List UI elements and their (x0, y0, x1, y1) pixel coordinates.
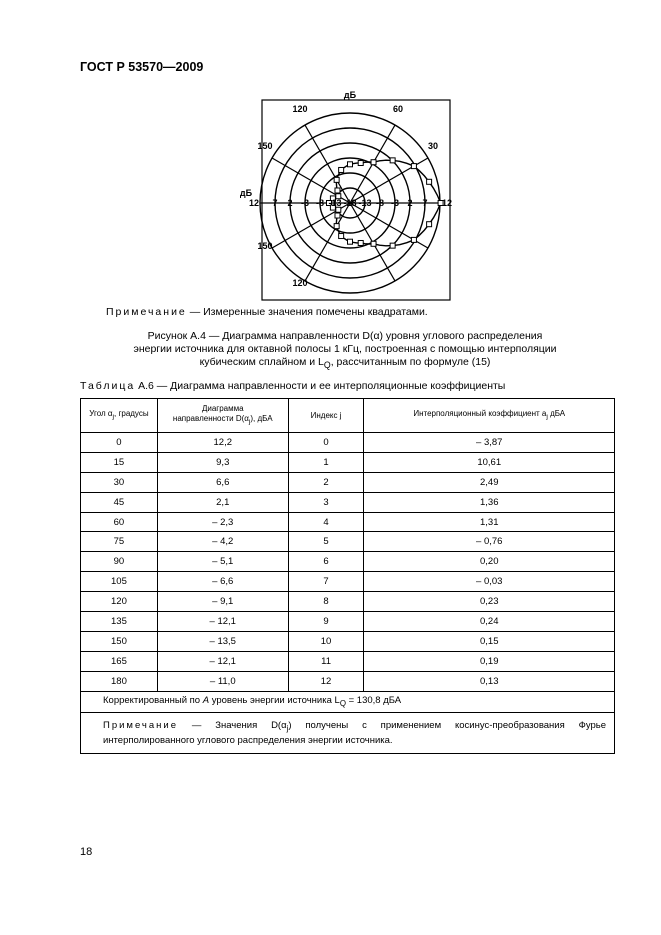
cell-directivity: – 12,1 (157, 651, 288, 671)
cell-angle: 30 (81, 472, 158, 492)
cell-angle: 45 (81, 492, 158, 512)
angle-label-120-lower: 120 (292, 278, 308, 288)
radial-tick-label: 2 (407, 198, 413, 208)
measured-point-marker (339, 234, 344, 239)
cell-index: 8 (288, 592, 364, 612)
table-caption: Таблица А.6 — Диаграмма направленности и ее интерполяционные коэффициенты (80, 380, 506, 392)
cell-coefficient: 0,15 (364, 631, 615, 651)
polar-directivity-diagram (240, 90, 460, 302)
cell-directivity: – 9,1 (157, 592, 288, 612)
measured-point-marker (411, 237, 416, 242)
measured-point-marker (334, 177, 339, 182)
measured-point-marker (371, 241, 376, 246)
measured-point-marker (335, 188, 340, 193)
measured-point-marker (348, 162, 353, 167)
table-row (81, 452, 615, 472)
cell-angle: 180 (81, 671, 158, 691)
unit-label-left: дБ (240, 188, 253, 198)
page-number: 18 (80, 846, 93, 858)
cell-directivity: 9,3 (157, 452, 288, 472)
col-coef-header: Интерполяционный коэффициент $a_j$ дБА (364, 399, 615, 433)
cell-directivity: 6,6 (157, 472, 288, 492)
table-row (81, 572, 615, 592)
cell-index: 5 (288, 532, 364, 552)
cell-directivity: – 12,1 (157, 612, 288, 632)
measured-point-marker (339, 167, 344, 172)
col-angle-header: Угол $\alpha_j$, градусы (81, 399, 158, 433)
table-header-row (81, 399, 615, 433)
angle-label-150: 150 (257, 141, 273, 151)
table-row (81, 592, 615, 612)
angle-label-30: 30 (427, 141, 439, 151)
cell-angle: 135 (81, 612, 158, 632)
cell-directivity: – 13,5 (157, 631, 288, 651)
radial-tick-label: -18 (343, 198, 357, 208)
cell-coefficient: – 0,03 (364, 572, 615, 592)
radial-tick-label: -8 (315, 198, 325, 208)
measured-point-marker (390, 243, 395, 248)
table-row (81, 552, 615, 572)
angle-label-150-lower: 150 (257, 241, 273, 251)
cell-directivity: – 6,6 (157, 572, 288, 592)
cell-coefficient: 0,20 (364, 552, 615, 572)
cell-directivity: 2,1 (157, 492, 288, 512)
cell-angle: 105 (81, 572, 158, 592)
document-header: ГОСТ Р 53570—2009 (80, 60, 204, 74)
angle-label-60: 60 (392, 104, 404, 114)
cell-coefficient: 0,24 (364, 612, 615, 632)
figure-caption: Рисунок А.4 — Диаграмма направленности D(α) уровня углового распределения энергии источника для октавной полосы 1 кГц, построенная с помощью интерполяции кубическим сплайном и $L_Q$, рассчитанным по формуле (15) (133, 330, 557, 371)
radial-tick-label: -13 (328, 198, 342, 208)
cell-angle: 60 (81, 512, 158, 532)
measured-point-marker (358, 161, 363, 166)
table-row (81, 671, 615, 691)
cell-angle: 120 (81, 592, 158, 612)
cell-coefficient: 0,23 (364, 592, 615, 612)
cell-directivity: – 2,3 (157, 512, 288, 532)
cell-directivity: – 11,0 (157, 671, 288, 691)
measured-point-marker (348, 239, 353, 244)
cell-angle: 150 (81, 631, 158, 651)
cell-coefficient: 2,49 (364, 472, 615, 492)
cell-directivity: – 4,2 (157, 532, 288, 552)
radial-tick-label: -3 (300, 198, 310, 208)
measured-point-marker (411, 164, 416, 169)
radial-tick-label: 7 (272, 198, 278, 208)
directivity-table (80, 398, 615, 754)
cell-directivity: – 5,1 (157, 552, 288, 572)
cell-coefficient: – 3,87 (364, 433, 615, 453)
radial-tick-label: 12 (248, 198, 260, 208)
table-row (81, 472, 615, 492)
cell-directivity: 12,2 (157, 433, 288, 453)
radial-tick-label: -13 (358, 198, 372, 208)
cell-angle: 90 (81, 552, 158, 572)
corrected-level-row: Корректированный по A уровень энергии источника $L_Q = 130,8$ дБА (81, 691, 615, 712)
angle-label-120: 120 (292, 104, 308, 114)
table-note-row: Примечание — Значения $D(\alpha_j)$ получены с применением косинус-преобразования Фурье интерполированного углового распределения энергии источника. (81, 712, 615, 754)
cell-index: 6 (288, 552, 364, 572)
measured-point-marker (427, 222, 432, 227)
cell-coefficient: 10,61 (364, 452, 615, 472)
figure-note: Примечание — Измеренные значения помечены квадратами. (106, 306, 428, 318)
col-directivity-header: Диаграмма направленности $D(\alpha_j)$, дБА (157, 399, 288, 433)
table-row (81, 612, 615, 632)
measured-point-marker (336, 207, 341, 212)
cell-coefficient: 1,36 (364, 492, 615, 512)
table-row (81, 433, 615, 453)
cell-index: 3 (288, 492, 364, 512)
radial-tick-label: -3 (390, 198, 400, 208)
radial-tick-label: 12 (441, 198, 453, 208)
table-row (81, 512, 615, 532)
radial-tick-label: 7 (422, 198, 428, 208)
cell-angle: 75 (81, 532, 158, 552)
table-row (81, 651, 615, 671)
cell-index: 7 (288, 572, 364, 592)
table-row (81, 631, 615, 651)
measured-point-marker (371, 160, 376, 165)
cell-index: 12 (288, 671, 364, 691)
cell-index: 11 (288, 651, 364, 671)
cell-angle: 165 (81, 651, 158, 671)
measured-point-marker (358, 240, 363, 245)
radial-tick-label: 2 (287, 198, 293, 208)
cell-angle: 0 (81, 433, 158, 453)
cell-coefficient: 0,19 (364, 651, 615, 671)
table-row (81, 492, 615, 512)
cell-coefficient: 1,31 (364, 512, 615, 532)
measured-point-marker (427, 179, 432, 184)
table-row (81, 532, 615, 552)
cell-index: 4 (288, 512, 364, 532)
unit-label-top: дБ (343, 90, 357, 100)
col-index-header: Индекс j (288, 399, 364, 433)
cell-index: 9 (288, 612, 364, 632)
cell-coefficient: 0,13 (364, 671, 615, 691)
measured-point-marker (335, 213, 340, 218)
cell-coefficient: – 0,76 (364, 532, 615, 552)
radial-tick-label: -8 (375, 198, 385, 208)
cell-index: 0 (288, 433, 364, 453)
cell-index: 1 (288, 452, 364, 472)
measured-point-marker (390, 158, 395, 163)
cell-index: 2 (288, 472, 364, 492)
cell-angle: 15 (81, 452, 158, 472)
cell-index: 10 (288, 631, 364, 651)
measured-point-marker (334, 224, 339, 229)
